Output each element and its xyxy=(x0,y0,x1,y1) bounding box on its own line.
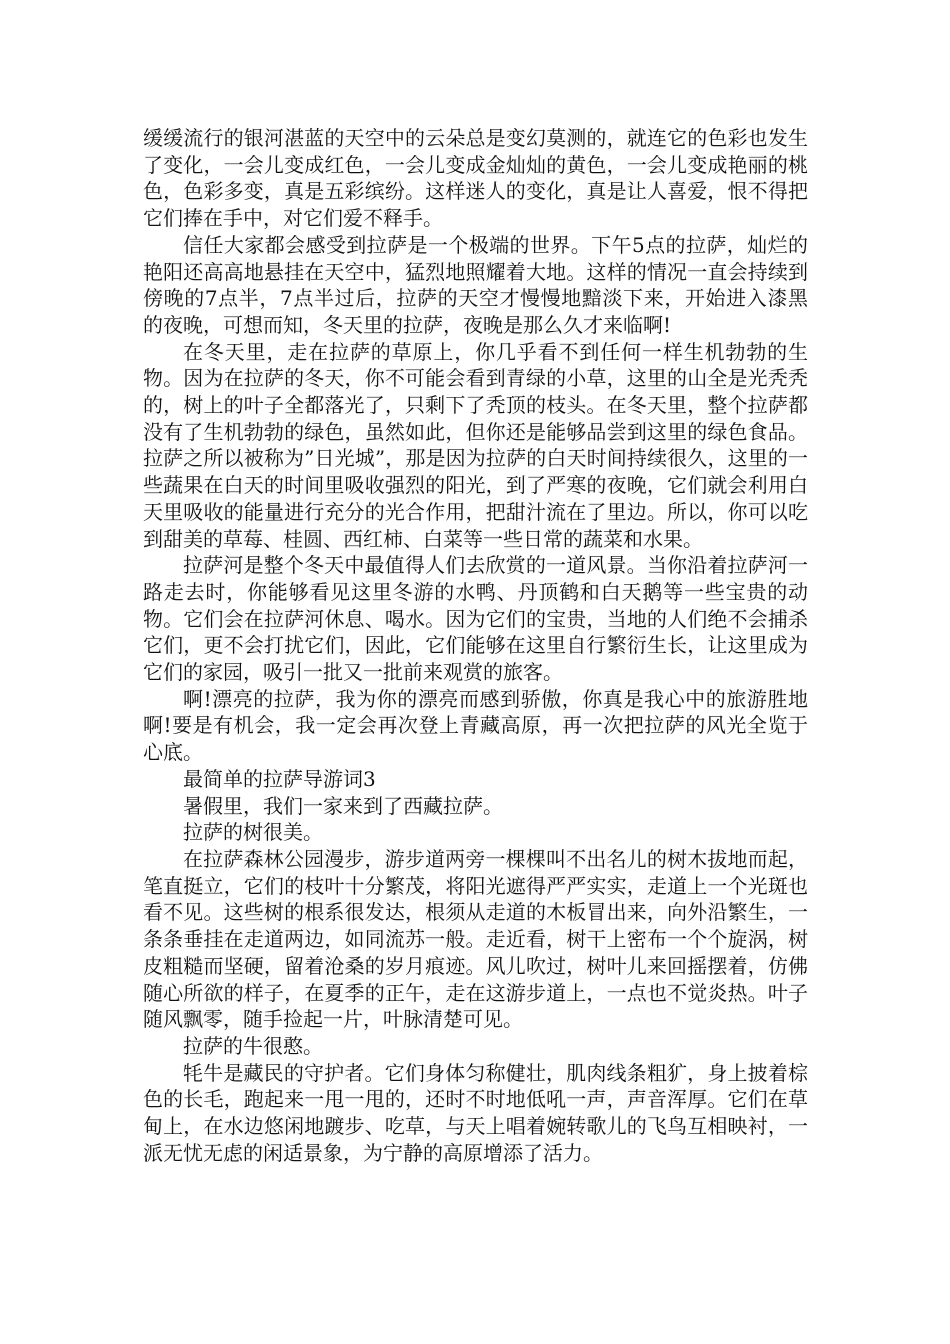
document-body xyxy=(143,125,808,1166)
section-heading: 最简单的拉萨导游词3 xyxy=(183,766,376,791)
paragraph-trees-intro: 拉萨的树很美。 xyxy=(183,820,323,845)
paragraph-summer-trip: 暑假里，我们一家来到了西藏拉萨。 xyxy=(183,793,503,818)
paragraph-sky-clouds: 缓缓流行的银河湛蓝的天空中的云朵总是变幻莫测的，就连它的色彩也发生了变化，一会儿变成红色，一会儿变成金灿灿的黄色，一会儿变成艳丽的桃色，色彩多变，真是五彩缤纷。这样迷人的变化，真是让人喜爱，恨不得把它们捧在手中，对它们爱不释手。 xyxy=(143,126,808,231)
paragraph-lhasa-winter: 在冬天里，走在拉萨的草原上，你几乎看不到任何一样生机勃勃的生物。因为在拉萨的冬天，你不可能会看到青绿的小草，这里的山全是光秃秃的，树上的叶子全都落光了，只剩下了秃顶的枝头。在冬天里，整个拉萨都没有了生机勃勃的绿色，虽然如此，但你还是能够品尝到这里的绿色食品。拉萨之所以被称为”日光城”，那是因为拉萨的白天时间持续很久，这里的一些蔬果在白天的时间里吸收强烈的阳光，到了严寒的夜晚，它们就会利用白天里吸收的能量进行充分的光合作用，把甜汁流在了里边。所以，你可以吃到甜美的草莓、桂圆、西红柿、白菜等一些日常的蔬菜和水果。 xyxy=(143,339,808,551)
paragraph-lhasa-river: 拉萨河是整个冬天中最值得人们去欣赏的一道风景。当你沿着拉萨河一路走去时，你能够看见这里冬游的水鸭、丹顶鹤和白天鹅等一些宝贵的动物。它们会在拉萨河休息、喝水。因为它们的宝贵，当地的人们绝不会捕杀它们，更不会打扰它们，因此，它们能够在这里自行繁衍生长，让这里成为它们的家园，吸引一批又一批前来观赏的旅客。 xyxy=(143,553,808,685)
paragraph-yak-intro: 拉萨的牛很憨。 xyxy=(183,1033,323,1058)
paragraph-forest-park: 在拉萨森林公园漫步，游步道两旁一棵棵叫不出名儿的树木拔地而起，笔直挺立，它们的枝叶十分繁茂，将阳光遮得严严实实，走道上一个光斑也看不见。这些树的根系很发达，根须从走道的木板冒出来，向外沿繁生，一条条垂挂在走道两边，如同流苏一般。走近看，树干上密布一个个旋涡，树皮粗糙而坚硬，留着沧桑的岁月痕迹。风儿吹过，树叶儿来回摇摆着，仿佛随心所欲的样子，在夏季的正午，走在这游步道上，一点也不觉炎热。叶子随风飘零，随手捡起一片，叶脉清楚可见。 xyxy=(143,846,808,1032)
paragraph-praise: 啊!漂亮的拉萨，我为你的漂亮而感到骄傲，你真是我心中的旅游胜地啊!要是有机会，我一定会再次登上青藏高原，再一次把拉萨的风光全览于心底。 xyxy=(143,686,808,765)
paragraph-yak: 牦牛是藏民的守护者。它们身体匀称健壮，肌肉线条粗犷，身上披着棕色的长毛，跑起来一甩一甩的，还时不时地低吼一声，声音浑厚。它们在草甸上，在水边悠闲地踱步、吃草，与天上唱着婉转歌儿的飞鸟互相映衬，一派无忧无虑的闲适景象，为宁静的高原增添了活力。 xyxy=(143,1060,808,1165)
paragraph-lhasa-daylight: 信任大家都会感受到拉萨是一个极端的世界。下午5点的拉萨，灿烂的艳阳还高高地悬挂在天空中，猛烈地照耀着大地。这样的情况一直会持续到傍晚的7点半，7点半过后，拉萨的天空才慢慢地黯淡下来，开始进入漆黑的夜晚，可想而知，冬天里的拉萨，夜晚是那么久才来临啊! xyxy=(143,232,808,337)
